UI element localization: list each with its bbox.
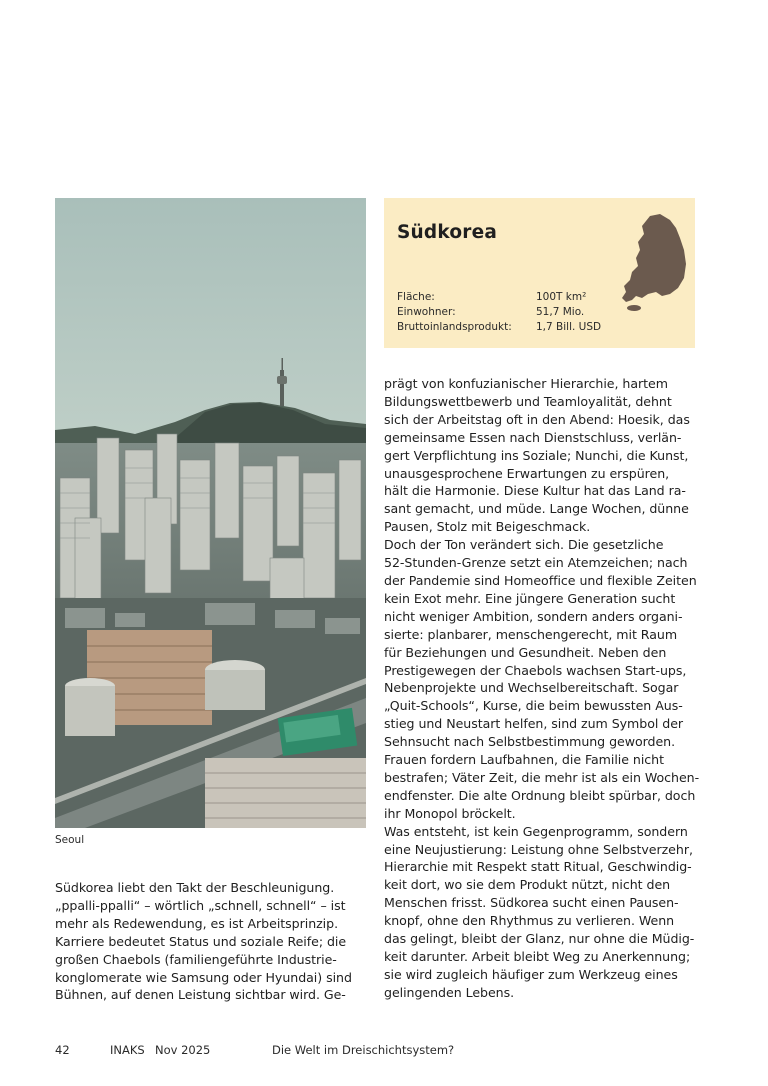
text-line: das gelingt, bleibt der Glanz, nur ohne die Müdig-: [384, 931, 695, 947]
text-line: sich der Arbeitstag oft in den Abend: Hoesik, das: [384, 411, 690, 427]
text-line: gemeinsame Essen nach Dienstschluss, verlän-: [384, 429, 682, 445]
text-line: Karriere bedeutet Status und soziale Reife; die: [55, 933, 347, 949]
text-line: Südkorea liebt den Takt der Beschleunigung.: [55, 880, 335, 895]
text-line: Prestigewegen der Chaebols wachsen Start-ups,: [384, 662, 687, 678]
text-line: sant gemacht, und müde. Lange Wochen, dünne: [384, 501, 689, 517]
text-line: „Quit-Schools“, Kurse, die beim bewussten Aus-: [384, 698, 683, 714]
text-line: Doch der Ton verändert sich. Die gesetzliche: [384, 537, 664, 553]
text-line: unausgesprochene Erwartungen zu erspüren,: [384, 465, 670, 481]
text-line: sierte: planbarer, menschengerecht, mit Raum: [384, 626, 678, 642]
country-title: Südkorea: [397, 222, 498, 243]
fact-value: 51,7 Mio.: [536, 306, 585, 318]
article-text-right-column: [384, 375, 699, 1002]
fact-row-population: [397, 305, 601, 320]
text-line: Hierarchie mit Respekt statt Ritual, Geschwindig-: [384, 859, 692, 875]
text-line: Pausen, Stolz mit Beigeschmack.: [384, 519, 591, 535]
fact-value: 100T km²: [536, 291, 587, 303]
text-line: kein Exot mehr. Eine jüngere Generation sucht: [384, 590, 676, 606]
text-line: bestrafen; Väter Zeit, die mehr ist als ein Wochen-: [384, 769, 700, 785]
text-line: 52-Stunden-Grenze setzt ein Atemzeichen; nach: [384, 555, 688, 571]
text-line: Bildungswettbewerb und Teamloyalität, dehnt: [384, 393, 672, 409]
article-text-left-column: [55, 879, 366, 1004]
text-line: endfenster. Die alte Ordnung bleibt spürbar, doch: [384, 787, 696, 803]
text-line: prägt von konfuzianischer Hierarchie, hartem: [384, 376, 668, 391]
fact-row-area: [397, 290, 601, 305]
text-line: Nebenprojekte und Wechselbereitschaft. Sogar: [384, 680, 679, 696]
text-line: konglomerate wie Samsung oder Hyundai) sind: [55, 969, 352, 985]
south-korea-map-icon: [620, 210, 690, 312]
fact-label: Bruttoinlandsprodukt:: [397, 321, 512, 333]
text-line: großen Chaebols (familiengeführte Industrie-: [55, 951, 337, 967]
text-line: mehr als Redewendung, es ist Arbeitsprinzip.: [55, 915, 339, 931]
text-line: Menschen frisst. Südkorea sucht einen Pausen-: [384, 895, 679, 911]
text-line: Bühnen, auf denen Leistung sichtbar wird. Ge-: [55, 987, 346, 1003]
text-line: für Beziehungen und Gesundheit. Neben den: [384, 644, 667, 660]
text-line: keit darunter. Arbeit bleibt Weg zu Anerkennung;: [384, 949, 691, 964]
fact-row-gdp: [397, 320, 601, 335]
fact-label: Einwohner:: [397, 306, 456, 318]
section-title: Die Welt im Dreischichtsystem?: [272, 1043, 455, 1057]
page-number: 42: [55, 1043, 70, 1057]
issue-date: Nov 2025: [155, 1043, 211, 1057]
country-fact-box: [384, 198, 695, 348]
text-line: „ppalli-ppalli“ – wörtlich „schnell, schnell“ – ist: [55, 897, 346, 913]
fact-list: [397, 290, 601, 335]
seoul-photo: [55, 198, 366, 828]
text-line: keit dort, wo sie dem Produkt nützt, nicht den: [384, 877, 671, 893]
text-line: Sehnsucht nach Selbstbestimmung geworden.: [384, 734, 676, 750]
text-line: stieg und Neustart helfen, sind zum Symbol der: [384, 716, 684, 732]
text-line: nicht weniger Ambition, sondern anders organi-: [384, 608, 683, 624]
text-line: gert Verpflichtung ins Soziale; Nunchi, die Kunst,: [384, 447, 689, 463]
text-line: gelingenden Lebens.: [384, 984, 515, 1000]
magazine-name: INAKS: [110, 1043, 145, 1057]
fact-value: 1,7 Bill. USD: [536, 321, 602, 333]
fact-label: Fläche:: [397, 291, 435, 303]
text-line: eine Neujustierung: Leistung ohne Selbstverzehr,: [384, 841, 693, 857]
text-line: der Pandemie sind Homeoffice und flexible Zeiten: [384, 572, 697, 588]
photo-caption: Seoul: [55, 834, 85, 846]
text-line: Frauen fordern Laufbahnen, die Familie nicht: [384, 752, 664, 768]
text-line: hält die Harmonie. Diese Kultur hat das Land ra-: [384, 483, 686, 499]
text-line: knopf, ohne den Rhythmus zu verlieren. Wenn: [384, 913, 675, 929]
seoul-cityscape-image: [55, 198, 366, 828]
text-line: Was entsteht, ist kein Gegenprogramm, sondern: [384, 823, 688, 839]
text-line: ihr Monopol bröckelt.: [384, 805, 516, 821]
text-line: sie wird zugleich häufiger zum Werkzeug eines: [384, 966, 678, 982]
